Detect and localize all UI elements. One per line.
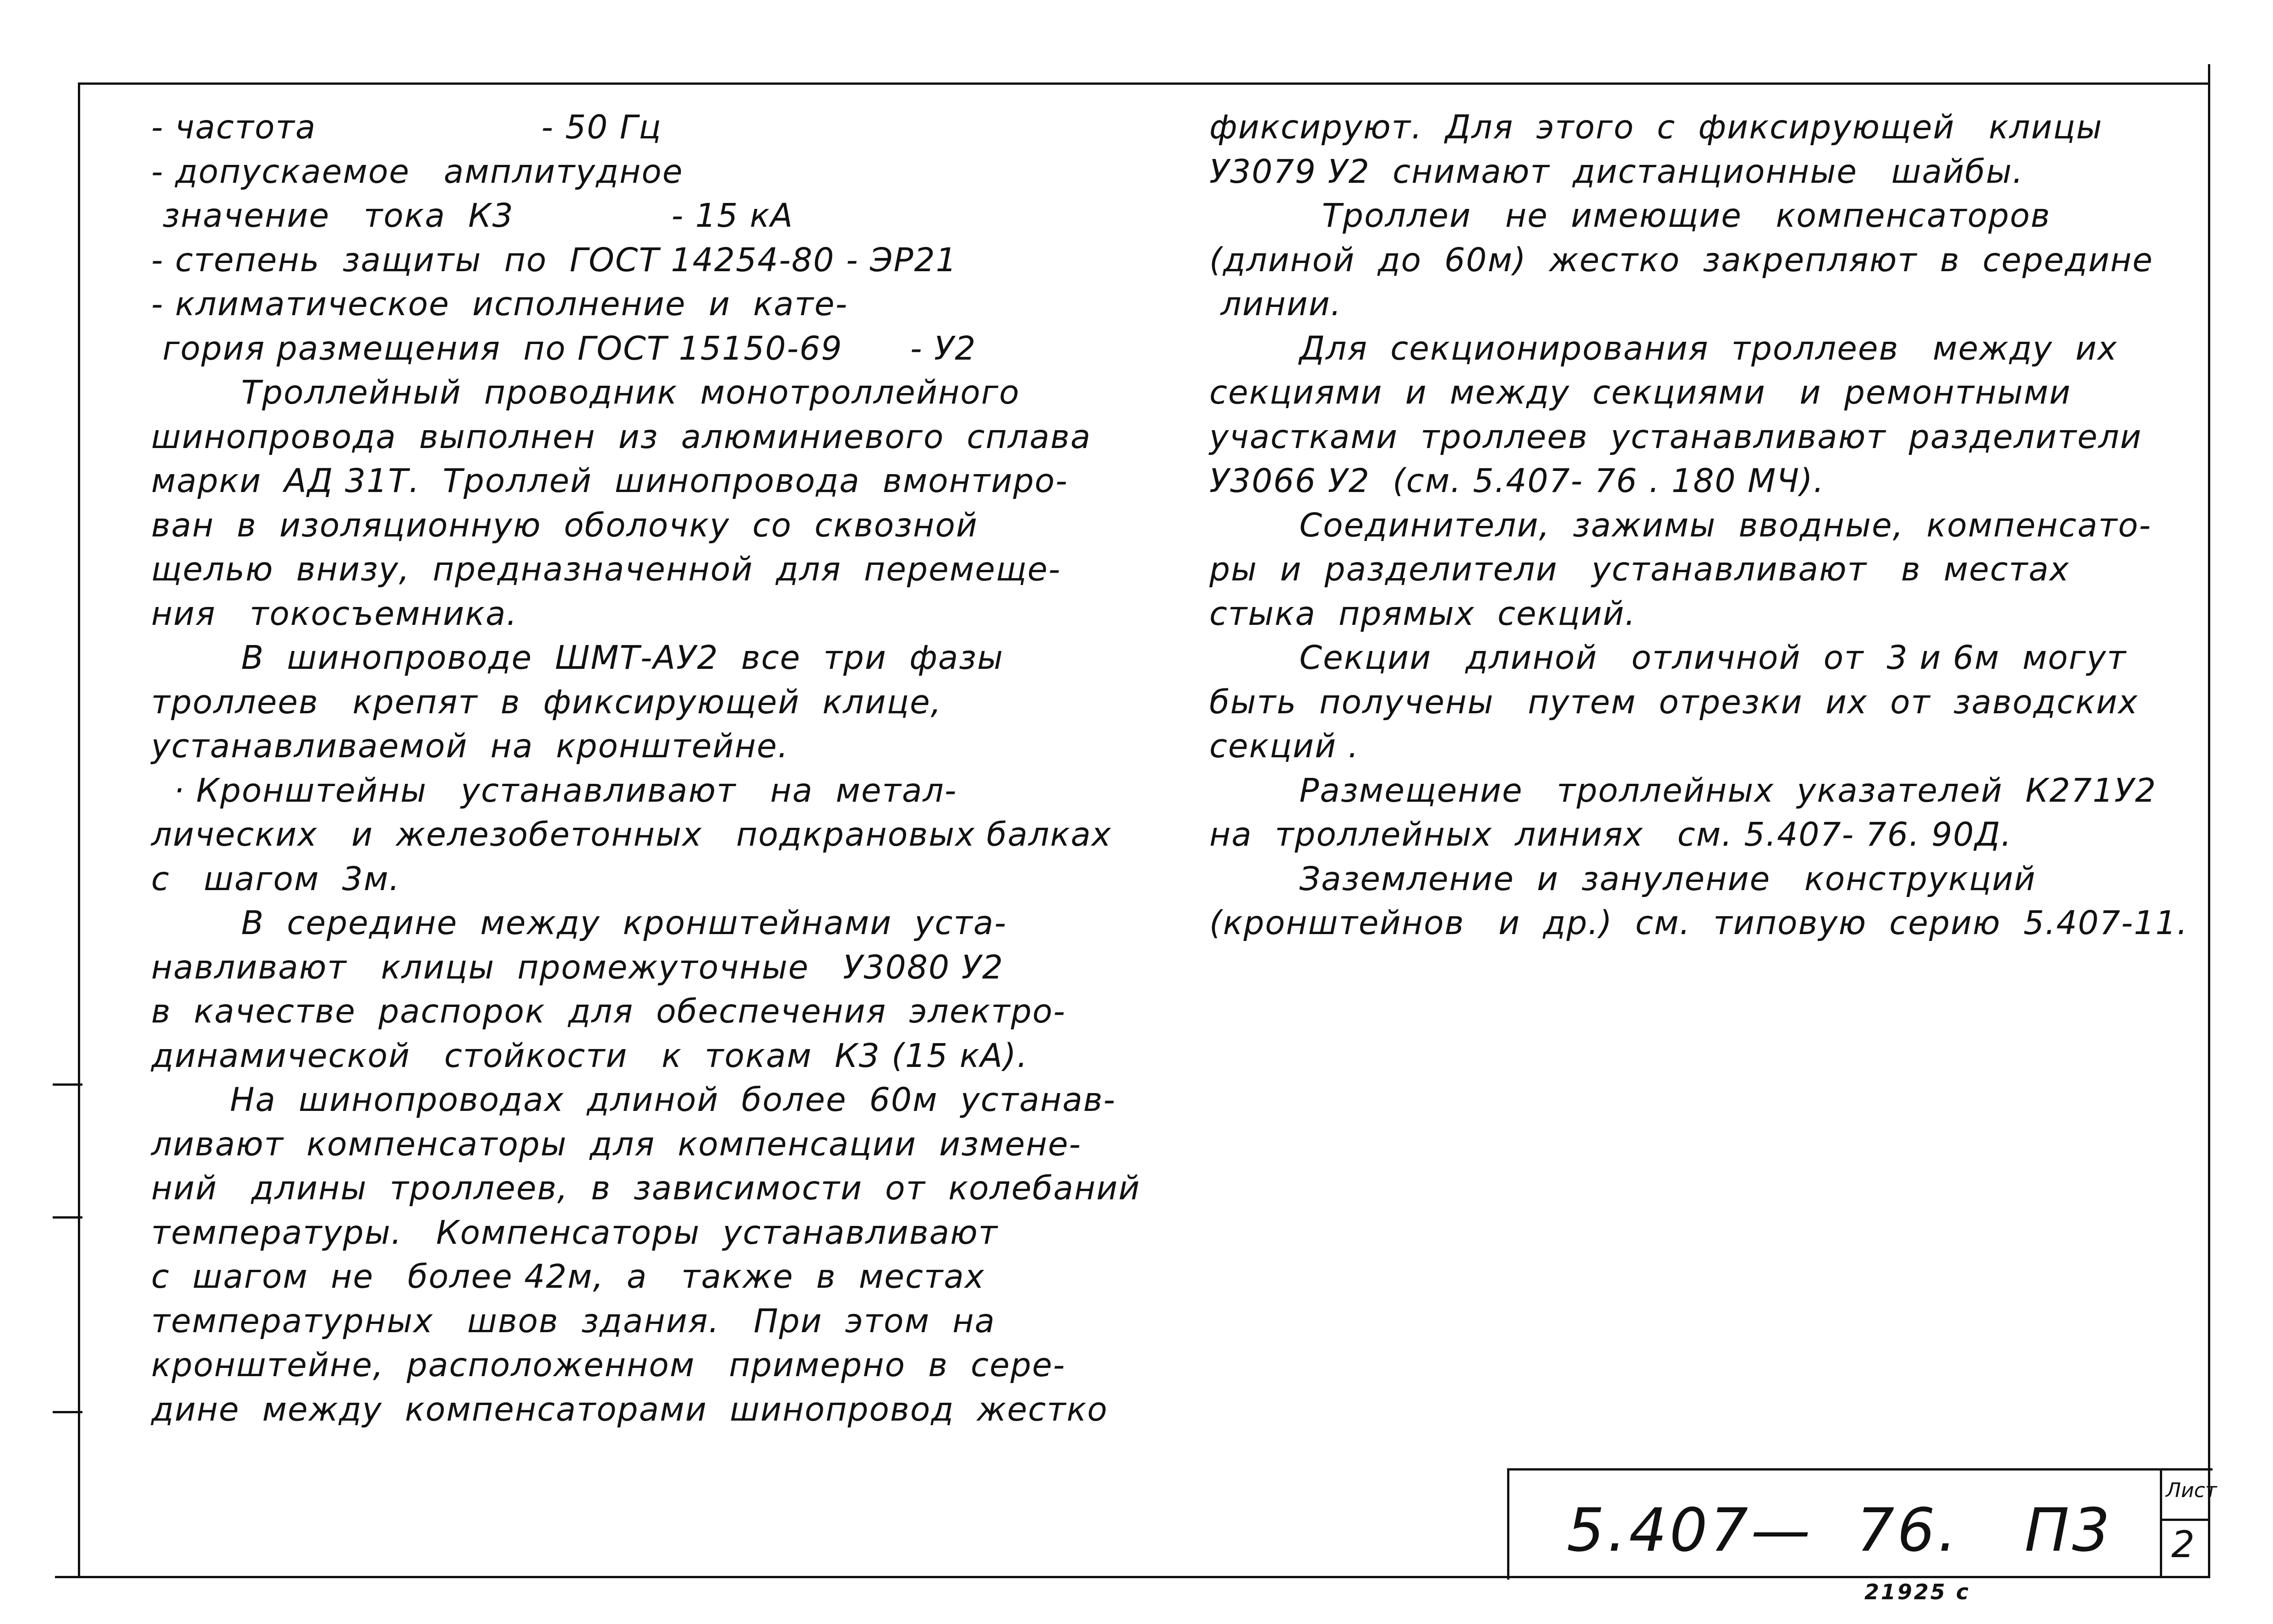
- margin-tick-2: [53, 1216, 82, 1219]
- text-line: Размещение троллейных указателей К271У2: [1209, 771, 2157, 809]
- text-line: - климатическое исполнение и кате-: [151, 285, 848, 323]
- frame-left-line: [78, 82, 80, 1578]
- text-line: линии.: [1209, 285, 1342, 323]
- text-line: (кронштейнов и др.) см. типовую серию 5.407-11.: [1209, 904, 2188, 942]
- text-line: - частота - 50 Гц: [151, 108, 662, 146]
- text-line: ры и разделители устанавливают в местах: [1209, 550, 2070, 588]
- text-line: · Кронштейны устанавливают на метал-: [151, 771, 957, 809]
- text-line: троллеев крепят в фиксирующей клице,: [151, 683, 942, 721]
- text-line: быть получены путем отрезки их от заводских: [1209, 683, 2138, 721]
- margin-tick-3: [53, 1411, 82, 1413]
- inventory-number: 21925 с: [1864, 1580, 1971, 1604]
- text-line: лических и железобетонных подкрановых балках: [151, 815, 1112, 853]
- text-line: с шагом 3м.: [151, 859, 400, 898]
- text-line: Троллейный проводник монотроллейного: [151, 373, 1020, 411]
- text-line: динамической стойкости к токам К3 (15 кА).: [151, 1036, 1028, 1075]
- text-line: Заземление и зануление конструкций: [1209, 859, 2036, 898]
- text-line: значение тока К3 - 15 кА: [151, 197, 794, 235]
- text-line: ний длины троллеев, в зависимости от колебаний: [151, 1169, 1141, 1207]
- text-line: фиксируют. Для этого с фиксирующей клицы: [1209, 108, 2103, 146]
- text-line: на троллейных линиях см. 5.407- 76. 90Д.: [1209, 815, 2012, 853]
- text-line: Троллеи не имеющие компенсаторов: [1209, 197, 2051, 235]
- text-line: гория размещения по ГОСТ 15150-69 - У2: [151, 329, 977, 367]
- text-line: Соединители, зажимы вводные, компенсато-: [1209, 506, 2152, 544]
- text-line: в качестве распорок для обеспечения электро-: [151, 992, 1066, 1030]
- text-line: дине между компенсаторами шинопровод жестко: [151, 1390, 1108, 1428]
- text-line: секциями и между секциями и ремонтными: [1209, 373, 2071, 411]
- text-line: ван в изоляционную оболочку со сквозной: [151, 506, 978, 544]
- text-line: щелью внизу, предназначенной для перемеще-: [151, 550, 1061, 588]
- text-line: Для секционирования троллеев между их: [1209, 329, 2118, 367]
- margin-tick-1: [53, 1083, 82, 1086]
- text-line: шинопровода выполнен из алюминиевого сплава: [151, 417, 1092, 456]
- text-line: устанавливаемой на кронштейне.: [151, 727, 789, 765]
- text-line: температуры. Компенсаторы устанавливают: [151, 1213, 999, 1252]
- text-line: У3066 У2 (см. 5.407- 76 . 180 МЧ).: [1209, 462, 1825, 500]
- text-line: Секции длиной отличной от 3 и 6м могут: [1209, 639, 2127, 677]
- text-line: ливают компенсаторы для компенсации измене-: [151, 1125, 1082, 1163]
- text-line: (длиной до 60м) жестко закрепляют в середине: [1209, 241, 2153, 279]
- text-line: кронштейне, расположенном примерно в сере-: [151, 1346, 1066, 1384]
- text-line: навливают клицы промежуточные У3080 У2: [151, 948, 1004, 986]
- text-line: температурных швов здания. При этом на: [151, 1301, 996, 1340]
- frame-right-line: [2208, 64, 2210, 1578]
- text-line: с шагом не более 42м, а также в местах: [151, 1258, 985, 1296]
- text-line: ния токосъемника.: [151, 594, 518, 633]
- text-line: марки АД 31Т. Троллей шинопровода вмонтиро-: [151, 462, 1068, 500]
- text-line: секций .: [1209, 727, 1360, 765]
- text-line: - допускаемое амплитудное: [151, 152, 683, 191]
- text-column-right: [1209, 105, 2188, 946]
- sheet-cell-divider: [2162, 1519, 2209, 1521]
- frame-top-line: [78, 82, 2210, 85]
- text-line: - степень защиты по ГОСТ 14254-80 - ЭР21: [151, 241, 957, 279]
- text-line: На шинопроводах длиной более 60м устанав-: [151, 1081, 1116, 1119]
- text-line: В середине между кронштейнами уста-: [151, 904, 1007, 942]
- sheet-label: Лист: [2166, 1479, 2217, 1502]
- text-line: стыка прямых секций.: [1209, 594, 1636, 633]
- text-column-left: [151, 105, 1141, 1432]
- sheet-number: 2: [2171, 1523, 2195, 1566]
- text-line: У3079 У2 снимают дистанционные шайбы.: [1209, 152, 2024, 191]
- text-line: В шинопроводе ШМТ-АУ2 все три фазы: [151, 639, 1004, 677]
- text-line: участками троллеев устанавливают разделители: [1209, 417, 2142, 456]
- document-code: 5.407— 76. П3: [1567, 1495, 2113, 1565]
